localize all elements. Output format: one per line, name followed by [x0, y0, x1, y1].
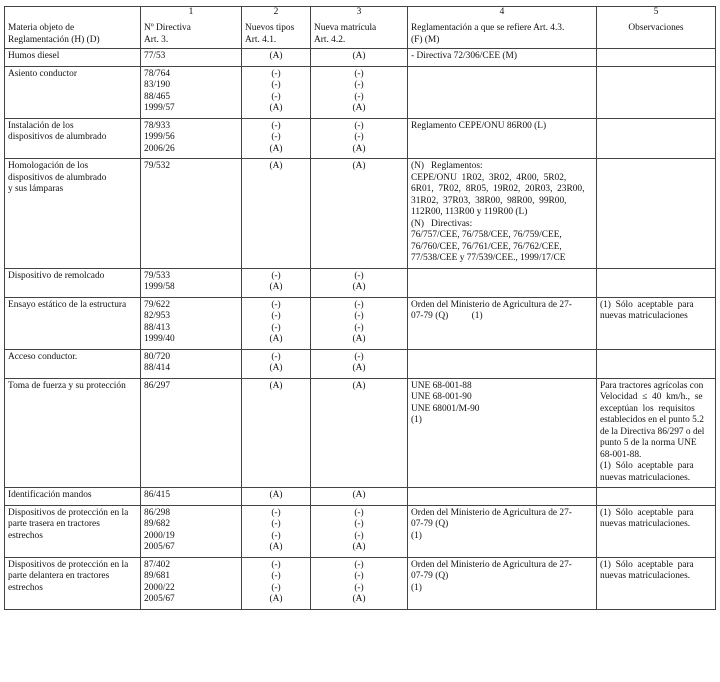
- directiva-cell: [141, 159, 242, 269]
- column-number: 3: [356, 7, 362, 17]
- reglamentacion-cell: [408, 557, 597, 609]
- nueva-matricula-line: (-): [354, 120, 364, 131]
- header-text: Nº Directiva: [144, 23, 191, 33]
- table-row: [5, 557, 716, 609]
- directiva-line: 82/953: [144, 311, 171, 321]
- observaciones-line: punto 5 de la norma UNE: [600, 438, 697, 448]
- reglamentacion-cell: [408, 268, 597, 297]
- observaciones-line: (1) Sólo aceptable para: [600, 461, 694, 471]
- column-number-row: [5, 7, 716, 21]
- nuevos-tipos-cell: [242, 349, 311, 378]
- directiva-line: 86/415: [144, 490, 171, 500]
- nuevos-tipos-line: (A): [269, 363, 283, 373]
- nuevos-tipos-line: (A): [269, 490, 283, 500]
- directiva-cell: [141, 66, 242, 118]
- directiva-line: 79/533: [144, 270, 171, 281]
- nuevos-tipos-line: (A): [269, 542, 283, 552]
- nuevos-tipos-line: (-): [271, 530, 281, 541]
- reglamentacion-line: Orden del Ministerio de Agricultura de 27-: [411, 559, 572, 570]
- nueva-matricula-line: (-): [354, 519, 364, 529]
- nuevos-tipos-line: (-): [271, 582, 281, 593]
- materia-cell: [5, 159, 141, 269]
- reglamentacion-cell: [408, 488, 597, 506]
- materia-line: dispositivos de alumbrado: [8, 132, 107, 142]
- directiva-line: 78/933: [144, 120, 171, 131]
- observaciones-line: (1) Sólo aceptable para: [600, 559, 694, 570]
- nuevos-tipos-line: (-): [271, 270, 281, 281]
- materia-cell: [5, 505, 141, 557]
- nuevos-tipos-cell: [242, 49, 311, 67]
- table-row: [5, 505, 716, 557]
- nueva-matricula-line: (-): [354, 132, 364, 142]
- directiva-line: 88/414: [144, 363, 171, 373]
- column-number: 2: [273, 7, 279, 17]
- table-row: [5, 66, 716, 118]
- nueva-matricula-line: (-): [354, 311, 364, 321]
- materia-cell: [5, 378, 141, 488]
- header-reglamentacion: [408, 20, 597, 49]
- nueva-matricula-line: (-): [354, 91, 364, 102]
- nueva-matricula-line: (A): [352, 143, 366, 154]
- directiva-line: 1999/40: [144, 334, 175, 344]
- reglamentacion-line: (N) Directivas:: [411, 218, 473, 229]
- nueva-matricula-line: (-): [354, 559, 364, 570]
- reglamentacion-line: CEPE/ONU 1R02, 3R02, 4R00, 5R02,: [411, 172, 567, 183]
- table-row: [5, 378, 716, 488]
- nueva-matricula-cell: [311, 297, 408, 349]
- nueva-matricula-line: (A): [352, 363, 366, 373]
- directiva-line: 2006/26: [144, 143, 175, 154]
- materia-cell: [5, 66, 141, 118]
- nuevos-tipos-line: (A): [269, 103, 283, 113]
- reglamentacion-cell: [408, 378, 597, 488]
- column-number-1-cell: [141, 7, 242, 21]
- nueva-matricula-line: (A): [352, 334, 366, 344]
- directiva-line: 87/402: [144, 559, 171, 570]
- column-number-2-cell: [242, 7, 311, 21]
- table-row: [5, 159, 716, 269]
- nuevos-tipos-line: (-): [271, 132, 281, 142]
- nuevos-tipos-cell: [242, 118, 311, 159]
- observaciones-line: exceptúan los requisitos: [600, 403, 695, 414]
- nueva-matricula-line: (-): [354, 582, 364, 593]
- nueva-matricula-cell: [311, 159, 408, 269]
- directiva-line: 2005/67: [144, 542, 175, 552]
- materia-line: Homologación de los: [8, 161, 89, 171]
- observaciones-cell: [597, 159, 716, 269]
- materia-line: dispositivos de alumbrado: [8, 172, 107, 183]
- column-number: 1: [188, 7, 194, 17]
- nuevos-tipos-cell: [242, 557, 311, 609]
- nueva-matricula-cell: [311, 66, 408, 118]
- nuevos-tipos-line: (A): [269, 594, 283, 604]
- directiva-cell: [141, 557, 242, 609]
- nuevos-tipos-line: (-): [271, 571, 281, 581]
- nueva-matricula-cell: [311, 49, 408, 67]
- nuevos-tipos-line: (-): [271, 519, 281, 529]
- reglamentacion-line: UNE 68001/M-90: [411, 403, 480, 414]
- observaciones-cell: [597, 488, 716, 506]
- nueva-matricula-line: (A): [352, 161, 366, 171]
- nueva-matricula-line: (-): [354, 351, 364, 362]
- materia-line: Dispositivos de protección en la: [8, 559, 129, 570]
- directiva-line: 79/622: [144, 299, 171, 310]
- reglamentacion-cell: [408, 49, 597, 67]
- nuevos-tipos-line: (A): [269, 282, 283, 292]
- nueva-matricula-line: (-): [354, 80, 364, 90]
- directiva-line: 1999/57: [144, 103, 175, 113]
- nuevos-tipos-cell: [242, 297, 311, 349]
- nueva-matricula-cell: [311, 268, 408, 297]
- nueva-matricula-cell: [311, 118, 408, 159]
- directiva-line: 83/190: [144, 80, 171, 90]
- reglamentacion-line: (1): [411, 415, 422, 425]
- observaciones-line: 68-001-88.: [600, 449, 642, 460]
- materia-cell: [5, 268, 141, 297]
- materia-line: Humos diesel: [8, 51, 60, 61]
- header-text: Nueva matrícula: [314, 23, 377, 33]
- observaciones-line: (1) Sólo aceptable para: [600, 299, 694, 310]
- regulation-table: [4, 6, 716, 610]
- directiva-line: 89/681: [144, 571, 171, 581]
- header-row: [5, 20, 716, 49]
- reglamentacion-line: 76/760/CEE, 76/761/CEE, 76/762/CEE,: [411, 241, 562, 252]
- observaciones-line: (1) Sólo aceptable para: [600, 507, 694, 518]
- reglamentacion-line: UNE 68-001-90: [411, 392, 472, 402]
- directiva-cell: [141, 118, 242, 159]
- directiva-line: 88/413: [144, 322, 171, 333]
- header-text: Reglamentación a que se refiere Art. 4.3.: [411, 23, 565, 33]
- header-text: Nuevos tipos: [245, 23, 295, 33]
- directiva-line: 78/764: [144, 68, 171, 79]
- nueva-matricula-line: (-): [354, 530, 364, 541]
- materia-line: parte trasera en tractores: [8, 519, 100, 529]
- observaciones-cell: [597, 557, 716, 609]
- nueva-matricula-cell: [311, 557, 408, 609]
- table-row: [5, 349, 716, 378]
- table-row: [5, 488, 716, 506]
- nueva-matricula-line: (-): [354, 322, 364, 333]
- observaciones-line: Para tractores agrícolas con: [600, 380, 704, 391]
- nuevos-tipos-cell: [242, 488, 311, 506]
- observaciones-cell: [597, 118, 716, 159]
- directiva-line: 2000/19: [144, 530, 175, 541]
- reglamentacion-line: 76/757/CEE, 76/758/CEE, 76/759/CEE,: [411, 230, 562, 240]
- reglamentacion-cell: [408, 297, 597, 349]
- nuevos-tipos-line: (A): [269, 380, 283, 391]
- directiva-line: 1999/58: [144, 282, 175, 292]
- reglamentacion-line: Orden del Ministerio de Agricultura de 27-: [411, 299, 572, 310]
- nueva-matricula-line: (A): [352, 51, 366, 61]
- header-nuevos-tipos: [242, 20, 311, 49]
- table-row: [5, 268, 716, 297]
- materia-cell: [5, 118, 141, 159]
- nueva-matricula-cell: [311, 488, 408, 506]
- nueva-matricula-line: (A): [352, 282, 366, 292]
- directiva-line: 2000/22: [144, 582, 175, 593]
- header-observaciones: [597, 20, 716, 49]
- nuevos-tipos-line: (-): [271, 91, 281, 102]
- nueva-matricula-cell: [311, 349, 408, 378]
- observaciones-line: de la Directiva 86/297 o del: [600, 426, 705, 437]
- nueva-matricula-line: (A): [352, 103, 366, 113]
- header-text: Reglamentación (H) (D): [8, 34, 100, 45]
- reglamentacion-line: 77/538/CEE y 77/539/CEE., 1999/17/CE: [411, 253, 566, 263]
- materia-line: estrechos: [8, 582, 43, 593]
- materia-line: Asiento conductor: [8, 68, 77, 79]
- nueva-matricula-line: (-): [354, 68, 364, 79]
- materia-line: Acceso conductor.: [8, 351, 78, 362]
- observaciones-cell: [597, 378, 716, 488]
- directiva-cell: [141, 378, 242, 488]
- directiva-cell: [141, 349, 242, 378]
- nuevos-tipos-line: (-): [271, 311, 281, 321]
- column-number-1: [5, 7, 141, 21]
- observaciones-line: Velocidad ≤ 40 km/h., se: [600, 392, 703, 402]
- directiva-cell: [141, 268, 242, 297]
- nueva-matricula-line: (A): [352, 542, 366, 552]
- reglamentacion-line: 6R01, 7R02, 8R05, 19R02, 20R03, 23R00,: [411, 184, 585, 194]
- nueva-matricula-line: (A): [352, 380, 366, 391]
- header-text: Art. 4.2.: [314, 34, 346, 45]
- directiva-line: 79/532: [144, 161, 171, 171]
- directiva-cell: [141, 488, 242, 506]
- materia-line: Dispositivo de remolcado: [8, 270, 105, 281]
- reglamentacion-cell: [408, 66, 597, 118]
- directiva-line: 1999/56: [144, 132, 175, 142]
- materia-cell: [5, 49, 141, 67]
- nuevos-tipos-line: (-): [271, 322, 281, 333]
- nuevos-tipos-line: (-): [271, 351, 281, 362]
- materia-cell: [5, 488, 141, 506]
- reglamentacion-cell: [408, 159, 597, 269]
- nueva-matricula-line: (-): [354, 507, 364, 518]
- nueva-matricula-line: (-): [354, 571, 364, 581]
- nuevos-tipos-line: (-): [271, 559, 281, 570]
- column-number-4-cell: [408, 7, 597, 21]
- nueva-matricula-cell: [311, 378, 408, 488]
- reglamentacion-line: Orden del Ministerio de Agricultura de 27-: [411, 507, 572, 518]
- nuevos-tipos-cell: [242, 159, 311, 269]
- reglamentacion-line: 07-79 (Q): [411, 571, 449, 581]
- reglamentacion-line: 31R02, 37R03, 38R00, 98R00, 99R00,: [411, 195, 567, 206]
- nueva-matricula-line: (-): [354, 299, 364, 310]
- header-text: Art. 3.: [144, 34, 169, 45]
- nueva-matricula-line: (A): [352, 490, 366, 500]
- reglamentacion-line: UNE 68-001-88: [411, 380, 472, 391]
- nuevos-tipos-line: (A): [269, 334, 283, 344]
- directiva-line: 86/298: [144, 507, 171, 518]
- header-text: (F) (M): [411, 34, 440, 45]
- directiva-line: 77/53: [144, 51, 166, 61]
- materia-cell: [5, 349, 141, 378]
- materia-line: Ensayo estático de la estructura: [8, 299, 127, 310]
- materia-line: Dispositivos de protección en la: [8, 507, 129, 518]
- nuevos-tipos-cell: [242, 268, 311, 297]
- column-number: 4: [499, 7, 505, 17]
- reglamentacion-line: 07-79 (Q) (1): [411, 311, 483, 321]
- nueva-matricula-line: (A): [352, 594, 366, 604]
- directiva-line: 86/297: [144, 380, 171, 391]
- reglamentacion-cell: [408, 349, 597, 378]
- observaciones-line: nuevas matriculaciones.: [600, 472, 691, 483]
- observaciones-line: establecidos en el punto 5.2: [600, 415, 704, 425]
- column-number-5-cell: [597, 7, 716, 21]
- nuevos-tipos-line: (-): [271, 299, 281, 310]
- nuevos-tipos-cell: [242, 505, 311, 557]
- header-text: Observaciones: [628, 23, 684, 33]
- reglamentacion-line: Reglamento CEPE/ONU 86R00 (L): [411, 120, 547, 131]
- nuevos-tipos-line: (-): [271, 120, 281, 131]
- header-nueva-matricula: [311, 20, 408, 49]
- reglamentacion-cell: [408, 118, 597, 159]
- reglamentacion-line: 112R00, 113R00 y 119R00 (L): [411, 207, 528, 217]
- directiva-line: 89/682: [144, 519, 171, 529]
- materia-line: Instalación de los: [8, 120, 74, 131]
- header-directiva: [141, 20, 242, 49]
- materia-line: parte delantera en tractores: [8, 571, 110, 581]
- observaciones-line: nuevas matriculaciones.: [600, 571, 691, 581]
- reglamentacion-line: (1): [411, 530, 422, 541]
- materia-line: estrechos: [8, 530, 43, 541]
- nuevos-tipos-line: (-): [271, 507, 281, 518]
- materia-line: y sus lámparas: [8, 184, 64, 194]
- nuevos-tipos-line: (-): [271, 80, 281, 90]
- nuevos-tipos-line: (-): [271, 68, 281, 79]
- observaciones-cell: [597, 505, 716, 557]
- reglamentacion-line: (1): [411, 582, 422, 593]
- reglamentacion-cell: [408, 505, 597, 557]
- table-row: [5, 49, 716, 67]
- nuevos-tipos-cell: [242, 378, 311, 488]
- observaciones-cell: [597, 49, 716, 67]
- materia-cell: [5, 557, 141, 609]
- table-row: [5, 118, 716, 159]
- directiva-line: 2005/67: [144, 594, 175, 604]
- header-text: Materia objeto de: [8, 23, 75, 33]
- nueva-matricula-line: (-): [354, 270, 364, 281]
- materia-cell: [5, 297, 141, 349]
- directiva-line: 88/465: [144, 91, 171, 102]
- observaciones-line: nuevas matriculaciones: [600, 311, 688, 321]
- nuevos-tipos-line: (A): [269, 143, 283, 154]
- header-materia: [5, 20, 141, 49]
- nuevos-tipos-cell: [242, 66, 311, 118]
- directiva-cell: [141, 297, 242, 349]
- reglamentacion-line: (N) Reglamentos:: [411, 161, 483, 171]
- materia-line: Toma de fuerza y su protección: [8, 380, 126, 391]
- observaciones-cell: [597, 297, 716, 349]
- reglamentacion-line: - Directiva 72/306/CEE (M): [411, 51, 517, 61]
- observaciones-cell: [597, 349, 716, 378]
- reglamentacion-line: 07-79 (Q): [411, 519, 449, 529]
- observaciones-cell: [597, 268, 716, 297]
- table-row: [5, 297, 716, 349]
- observaciones-line: nuevas matriculaciones.: [600, 519, 691, 529]
- nueva-matricula-cell: [311, 505, 408, 557]
- directiva-cell: [141, 49, 242, 67]
- nuevos-tipos-line: (A): [269, 51, 283, 61]
- column-number-3-cell: [311, 7, 408, 21]
- header-text: Art. 4.1.: [245, 34, 277, 45]
- observaciones-cell: [597, 66, 716, 118]
- directiva-line: 80/720: [144, 351, 171, 362]
- nuevos-tipos-line: (A): [269, 161, 283, 171]
- column-number: 5: [653, 7, 659, 17]
- materia-line: Identificación mandos: [8, 490, 92, 500]
- directiva-cell: [141, 505, 242, 557]
